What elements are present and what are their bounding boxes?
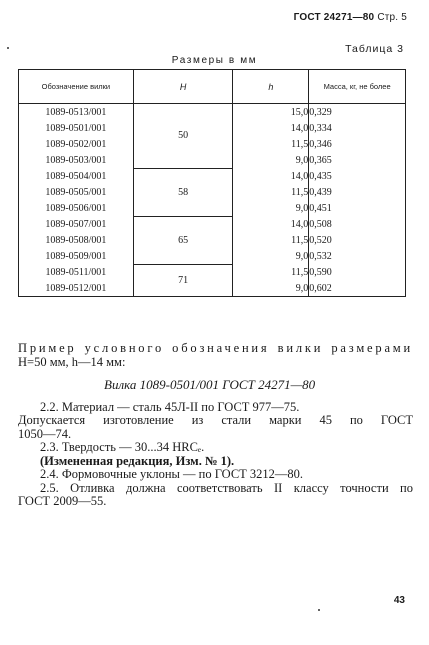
col-header-mass: Масса, кг, не более xyxy=(309,70,406,104)
clause-2-3: 2.3. Твердость — 30...34 HRCₑ. xyxy=(40,440,205,454)
cell-designation: 1089-0505/001 xyxy=(19,184,134,200)
cell-H: 65 xyxy=(133,216,233,264)
cell-designation: 1089-0504/001 xyxy=(19,168,134,184)
page-header xyxy=(294,12,407,23)
standard-number: ГОСТ 24271—80 xyxy=(293,12,375,23)
cell-h: 11,5 xyxy=(233,136,309,152)
cell-h: 11,5 xyxy=(233,184,309,200)
cell-h: 14,0 xyxy=(233,168,309,184)
page-number: 43 xyxy=(393,595,405,606)
cell-mass: 0,346 xyxy=(309,136,406,152)
cell-h: 9,0 xyxy=(233,200,309,216)
clause-2-5-line2: ГОСТ 2009—55. xyxy=(18,494,107,508)
cell-h: 15,0 xyxy=(233,104,309,121)
table-label: Таблица 3 xyxy=(345,43,404,55)
cell-h: 9,0 xyxy=(233,248,309,264)
cell-designation: 1089-0512/001 xyxy=(19,280,134,297)
cell-mass: 0,334 xyxy=(309,120,406,136)
example-sizes: H=50 мм, h—14 мм: xyxy=(18,354,126,369)
cell-mass: 0,532 xyxy=(309,248,406,264)
amendment-note: (Измененная редакция, Изм. № 1). xyxy=(40,453,235,468)
cell-designation: 1089-0502/001 xyxy=(19,136,134,152)
cell-mass: 0,329 xyxy=(309,104,406,121)
cell-h: 9,0 xyxy=(233,152,309,168)
col-header-H: H xyxy=(133,70,233,104)
page-ref: Стр. 5 xyxy=(377,12,407,23)
cell-designation: 1089-0513/001 xyxy=(19,104,134,121)
scan-speck xyxy=(318,609,320,611)
table-body xyxy=(19,104,406,297)
cell-designation: 1089-0501/001 xyxy=(19,120,134,136)
cell-mass: 0,439 xyxy=(309,184,406,200)
table-row xyxy=(19,264,406,280)
example-intro: Пример условного обозначения вилки размерами xyxy=(18,341,413,355)
table-row xyxy=(19,104,406,121)
cell-designation: 1089-0506/001 xyxy=(19,200,134,216)
cell-H: 71 xyxy=(133,264,233,297)
cell-H: 58 xyxy=(133,168,233,216)
clause-alt-line1: Допускается изготовление из стали марки 45 по ГОСТ xyxy=(18,413,413,427)
cell-h: 14,0 xyxy=(233,216,309,232)
cell-mass: 0,508 xyxy=(309,216,406,232)
cell-mass: 0,520 xyxy=(309,232,406,248)
clause-2-2: 2.2. Материал — сталь 45Л-II по ГОСТ 977—75. xyxy=(40,399,300,414)
table-row xyxy=(19,216,406,232)
cell-h: 11,5 xyxy=(233,264,309,280)
cell-h: 14,0 xyxy=(233,120,309,136)
scan-speck xyxy=(7,47,9,49)
cell-designation: 1089-0511/001 xyxy=(19,264,134,280)
cell-mass: 0,451 xyxy=(309,200,406,216)
table-caption: Размеры в мм xyxy=(171,55,258,66)
cell-designation: 1089-0508/001 xyxy=(19,232,134,248)
designation-example: Вилка 1089-0501/001 ГОСТ 24271—80 xyxy=(104,377,316,392)
cell-designation: 1089-0507/001 xyxy=(19,216,134,232)
cell-designation: 1089-0509/001 xyxy=(19,248,134,264)
clause-alt-line2: 1050—74. xyxy=(18,426,72,441)
cell-h: 9,0 xyxy=(233,280,309,297)
cell-mass: 0,435 xyxy=(309,168,406,184)
col-header-designation: Обозначение вилки xyxy=(19,70,134,104)
cell-mass: 0,590 xyxy=(309,264,406,280)
clause-2-5-line1: 2.5. Отливка должна соответствовать II классу точности по xyxy=(40,480,413,495)
clause-2-4: 2.4. Формовочные уклоны — по ГОСТ 3212—80. xyxy=(40,467,304,481)
dimensions-table xyxy=(18,69,406,297)
cell-h: 11,5 xyxy=(233,232,309,248)
cell-H: 50 xyxy=(133,104,233,169)
cell-mass: 0,602 xyxy=(309,280,406,297)
cell-designation: 1089-0503/001 xyxy=(19,152,134,168)
col-header-h: h xyxy=(233,70,309,104)
cell-mass: 0,365 xyxy=(309,152,406,168)
table-header-row xyxy=(19,70,406,104)
table-row xyxy=(19,168,406,184)
body-text xyxy=(18,342,413,509)
